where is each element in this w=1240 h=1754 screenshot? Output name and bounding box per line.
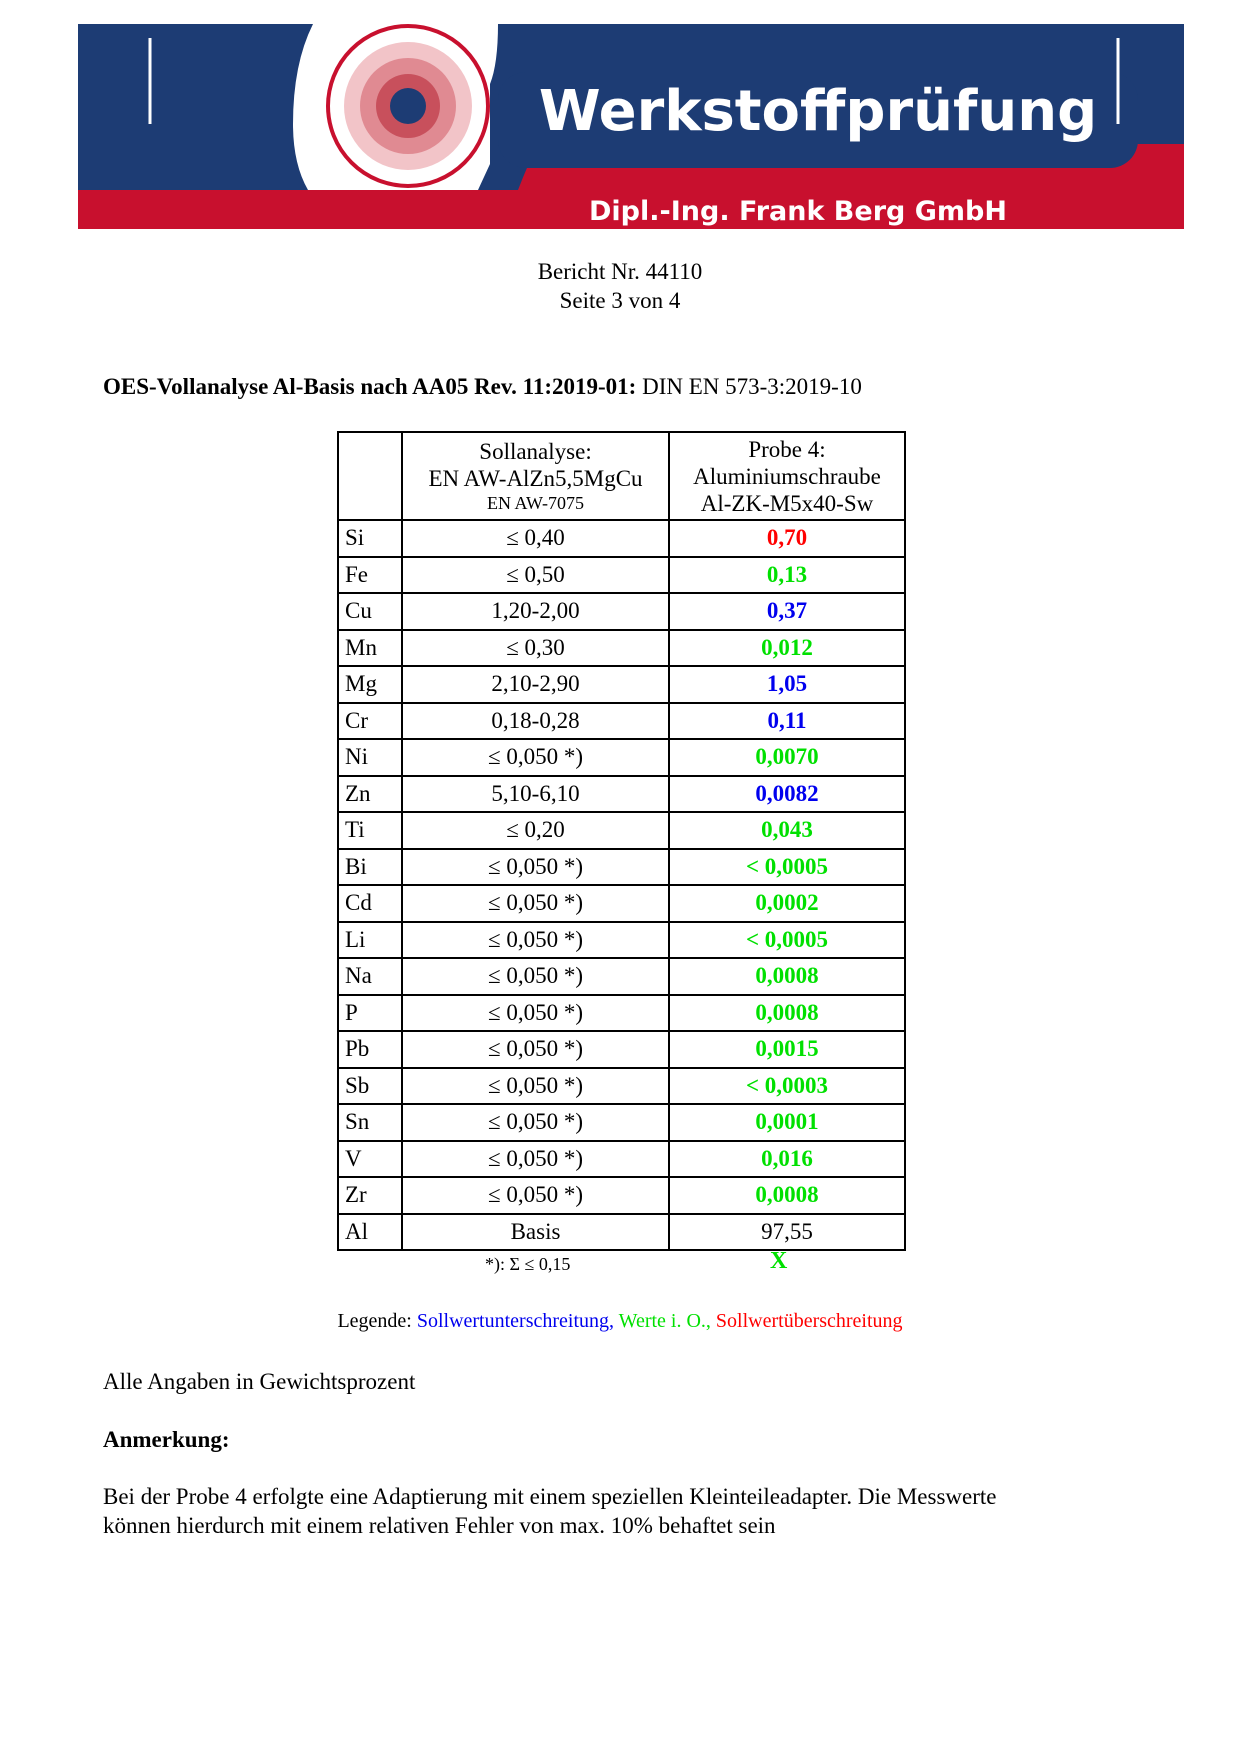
element-cell: Bi [338,849,402,886]
analysis-title-bold: OES-Vollanalyse Al-Basis nach AA05 Rev. 11:2019-01: [103,374,637,399]
company-logo-banner [78,24,1184,229]
table-header-empty [338,432,402,520]
logo-subtitle: Dipl.-Ing. Frank Berg GmbH [589,196,1007,227]
remark-line-1: Bei der Probe 4 erfolgte eine Adaptierung mit einem speziellen Kleinteileadapter. Die Messwerte [103,1484,997,1509]
table-row [338,776,905,813]
measured-value-cell: 0,0008 [669,995,905,1032]
target-value-cell: ≤ 0,050 *) [402,739,669,776]
element-cell: Sb [338,1068,402,1105]
element-cell: Fe [338,557,402,594]
analysis-title-norm: DIN EN 573-3:2019-10 [642,374,862,399]
element-cell: Ti [338,812,402,849]
measured-value-cell: 0,0070 [669,739,905,776]
measured-value-cell: < 0,0005 [669,922,905,959]
sum-check-mark: X [770,1248,788,1274]
element-cell: Cr [338,703,402,740]
table-row [338,557,905,594]
soll-header-line1: Sollanalyse: [479,439,592,464]
target-value-cell: ≤ 0,050 *) [402,885,669,922]
table-row [338,630,905,667]
measured-value-cell: 0,0008 [669,1177,905,1214]
element-cell: Sn [338,1104,402,1141]
measured-value-cell: 0,016 [669,1141,905,1178]
measured-value-cell: 1,05 [669,666,905,703]
measured-value-cell: 97,55 [669,1214,905,1251]
table-row [338,995,905,1032]
table-row [338,593,905,630]
measured-value-cell: 0,0015 [669,1031,905,1068]
legend-label: Legende: [337,1310,412,1332]
target-value-cell: ≤ 0,050 *) [402,1177,669,1214]
element-cell: Ni [338,739,402,776]
table-header-probe [669,432,905,520]
target-value-cell: 5,10-6,10 [402,776,669,813]
element-cell: Si [338,520,402,557]
analysis-table [337,431,906,1251]
element-cell: Al [338,1214,402,1251]
legend-ok: Werte i. O., [618,1310,711,1332]
units-note: Alle Angaben in Gewichtsprozent [103,1369,416,1394]
table-row [338,1104,905,1141]
target-value-cell: ≤ 0,30 [402,630,669,667]
element-cell: Mg [338,666,402,703]
measured-value-cell: < 0,0005 [669,849,905,886]
element-cell: P [338,995,402,1032]
element-cell: Cu [338,593,402,630]
element-cell: Zr [338,1177,402,1214]
target-value-cell: ≤ 0,40 [402,520,669,557]
measured-value-cell: 0,70 [669,520,905,557]
measured-value-cell: 0,37 [669,593,905,630]
element-cell: Pb [338,1031,402,1068]
measured-value-cell: 0,13 [669,557,905,594]
table-row [338,520,905,557]
target-value-cell: ≤ 0,050 *) [402,958,669,995]
table-row [338,849,905,886]
page-number: Seite 3 von 4 [559,288,681,313]
measured-value-cell: 0,0002 [669,885,905,922]
remark-line-2: können hierdurch mit einem relativen Fehler von max. 10% behaftet sein [103,1513,776,1538]
table-header-soll [402,432,669,520]
element-cell: V [338,1141,402,1178]
table-row [338,958,905,995]
target-value-cell: ≤ 0,050 *) [402,849,669,886]
table-row [338,739,905,776]
target-value-cell: 1,20-2,00 [402,593,669,630]
table-footnote: *): Σ ≤ 0,15 [485,1254,571,1274]
report-number: Bericht Nr. 44110 [537,259,703,284]
table-header-row [338,432,905,520]
element-cell: Li [338,922,402,959]
target-value-cell: ≤ 0,050 *) [402,1141,669,1178]
measured-value-cell: 0,0082 [669,776,905,813]
table-row [338,1177,905,1214]
table-row [338,812,905,849]
target-value-cell: ≤ 0,50 [402,557,669,594]
target-rings-icon [328,26,488,186]
target-value-cell: ≤ 0,20 [402,812,669,849]
table-row [338,922,905,959]
probe-header-line1: Probe 4: [748,436,826,462]
measured-value-cell: 0,0008 [669,958,905,995]
probe-header-line2: Aluminiumschraube [693,463,881,489]
soll-header-line3: EN AW-7075 [486,493,585,513]
element-cell: Cd [338,885,402,922]
measured-value-cell: 0,0001 [669,1104,905,1141]
element-cell: Na [338,958,402,995]
analysis-title [103,374,862,400]
logo-title: Werkstoffprüfung [538,79,1098,144]
measured-value-cell: 0,11 [669,703,905,740]
target-value-cell: 2,10-2,90 [402,666,669,703]
target-value-cell: ≤ 0,050 *) [402,1031,669,1068]
probe-header-line3: Al-ZK-M5x40-Sw [700,490,874,516]
legend [0,1310,1240,1333]
table-row [338,885,905,922]
legend-under: Sollwertunterschreitung, [416,1310,615,1332]
target-value-cell: ≤ 0,050 *) [402,1104,669,1141]
target-value-cell: ≤ 0,050 *) [402,922,669,959]
table-row [338,1214,905,1251]
measured-value-cell: 0,012 [669,630,905,667]
table-row [338,1068,905,1105]
target-value-cell: Basis [402,1214,669,1251]
legend-over: Sollwertüberschreitung [715,1310,903,1332]
measured-value-cell: < 0,0003 [669,1068,905,1105]
table-row [338,703,905,740]
target-value-cell: ≤ 0,050 *) [402,995,669,1032]
table-row [338,1031,905,1068]
target-value-cell: 0,18-0,28 [402,703,669,740]
element-cell: Zn [338,776,402,813]
table-row [338,1141,905,1178]
element-cell: Mn [338,630,402,667]
remark-title: Anmerkung: [103,1427,230,1452]
table-row [338,666,905,703]
target-value-cell: ≤ 0,050 *) [402,1068,669,1105]
soll-header-line2: EN AW-AlZn5,5MgCu [428,466,643,491]
measured-value-cell: 0,043 [669,812,905,849]
